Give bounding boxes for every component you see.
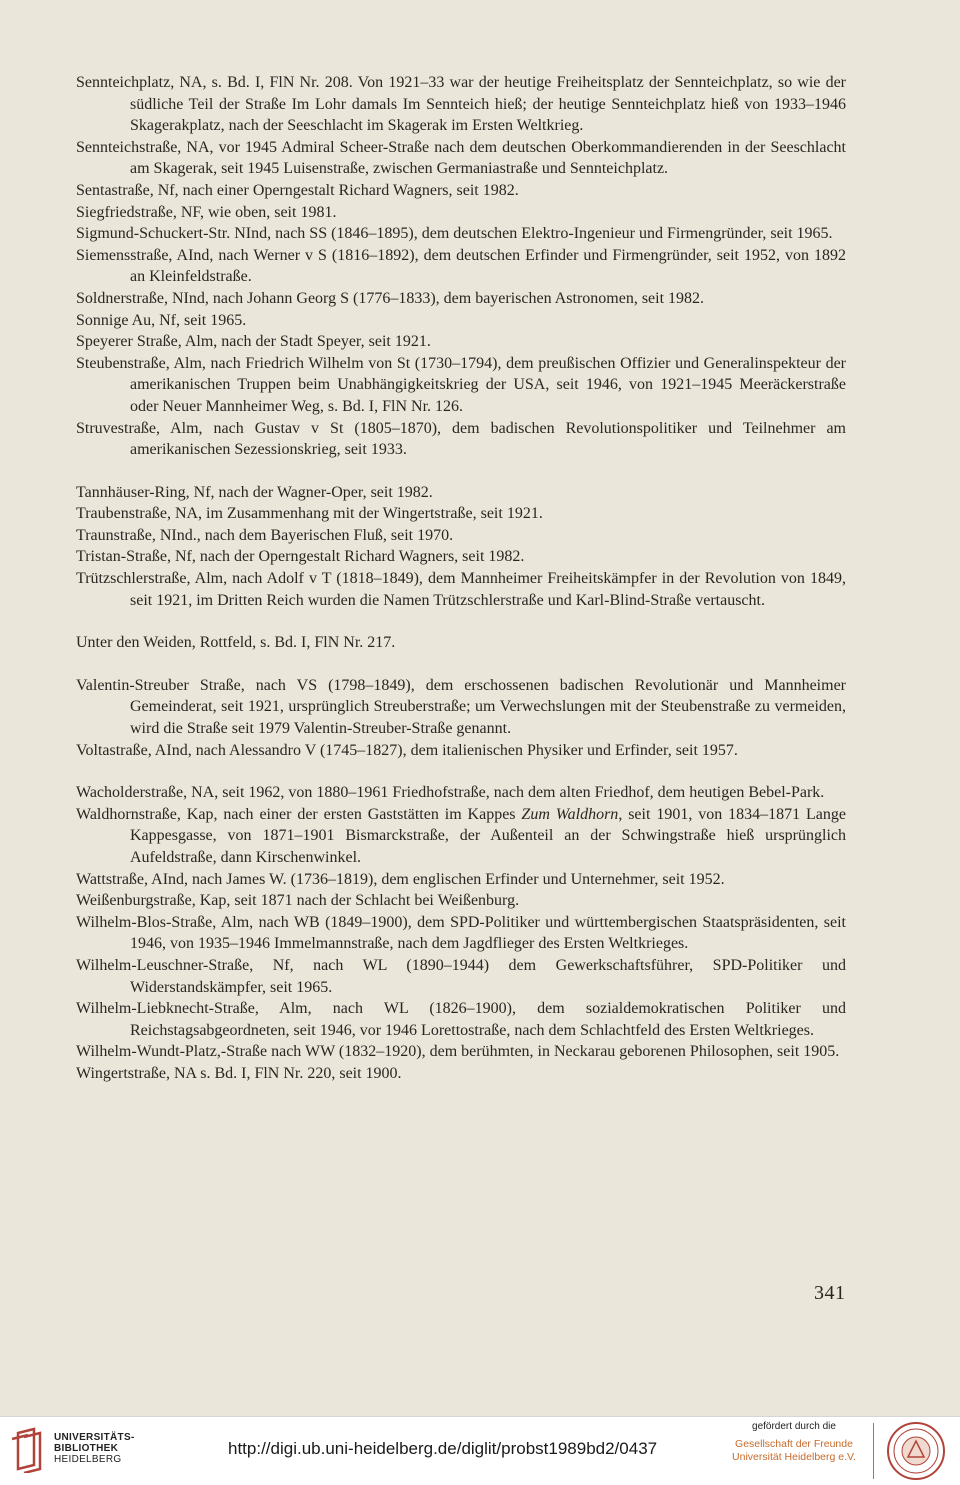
entry: Wilhelm-Leuschner-Straße, Nf, nach WL (1890–1944) dem Gewerkschaftsführer, SPD-Politiker und Widerstandskämpfer, seit 1965. xyxy=(76,956,846,996)
entry: Struvestraße, Alm, nach Gustav v St (1805–1870), dem badischen Revolutionspolitiker und Teilnehmer am amerikanischen Sezessionskrieg, seit 1933. xyxy=(76,419,846,459)
entry: Sonnige Au, Nf, seit 1965. xyxy=(76,311,247,329)
sponsor-block xyxy=(724,1421,864,1464)
entry: Unter den Weiden, Rottfeld, s. Bd. I, FlN Nr. 217. xyxy=(76,634,396,652)
entry: Traunstraße, NInd., nach dem Bayerischen Fluß, seit 1970. xyxy=(76,526,454,544)
entry: Wattstraße, AInd, nach James W. (1736–1819), dem englischen Erfinder und Unternehmer, seit 1952. xyxy=(76,870,725,888)
entry: Siegfriedstraße, NF, wie oben, seit 1981. xyxy=(76,203,337,221)
entry: Wacholderstraße, NA, seit 1962, von 1880–1961 Friedhofstraße, nach dem alten Friedhof, dem heutigen Bebel-Park. xyxy=(76,784,825,802)
entry: Tannhäuser-Ring, Nf, nach der Wagner-Oper, seit 1982. xyxy=(76,483,433,501)
university-seal-icon xyxy=(886,1421,946,1481)
entry: Trützschlerstraße, Alm, nach Adolf v T (1818–1849), dem Mannheimer Freiheitskämpfer in der Revolution von 1849, seit 1921, im Dritten Reich wurden die Namen Trützschlerstraße und Karl-Blind-Straße vertauscht. xyxy=(76,570,846,609)
library-name xyxy=(54,1432,135,1465)
library-line: HEIDELBERG xyxy=(54,1454,122,1465)
entry: Voltastraße, AInd, nach Alessandro V (1745–1827), dem italienischen Physiker und Erfinder, seit 1957. xyxy=(76,741,738,759)
sponsor-org xyxy=(724,1438,864,1464)
entry: Steubenstraße, Alm, nach Friedrich Wilhelm von St (1730–1794), dem preußischen Offizier und Generalinspekteur der amerikanischen Truppen beim Unabhängigkeitskrieg der USA, seit 1946, von 1921–1945 Meeräckerstraße oder Neuer Mannheimer Weg, s. Bd. I, FlN Nr. 126. xyxy=(76,354,846,415)
viewer-footer xyxy=(0,1416,960,1485)
entry: Soldnerstraße, NInd, nach Johann Georg S (1776–1833), dem bayerischen Astronomen, seit 1982. xyxy=(76,289,705,307)
entry: Sennteichplatz, NA, s. Bd. I, FlN Nr. 208. Von 1921–33 war der heutige Freiheitsplatz der Sennteichplatz, so wie der südliche Teil der Straße Im Lohr damals Im Sennteich hieß; der heutige Sennteichplatz hieß von 1933–1946 Skagerakplatz, nach der Seeschlacht im Skagerak im Ersten Weltkrieg. xyxy=(76,74,846,135)
entry: Wingertstraße, NA s. Bd. I, FlN Nr. 220, seit 1900. xyxy=(76,1064,402,1082)
page-number: 341 xyxy=(814,1282,846,1304)
library-logo-icon xyxy=(10,1427,48,1473)
entry: Speyerer Straße, Alm, nach der Stadt Speyer, seit 1921. xyxy=(76,333,431,351)
entry: Wilhelm-Wundt-Platz,-Straße nach WW (1832–1920), dem berühmten, in Neckarau geborenen Philosophen, seit 1905. xyxy=(76,1043,840,1061)
entry: Wilhelm-Liebknecht-Straße, Alm, nach WL (1826–1900), dem sozialdemokratischen Politiker und Reichstagsabgeordneten, seit 1946, vor 1946 Lorettostraße, nach dem Schlachtfeld des Ersten Weltkrieges. xyxy=(76,1000,846,1039)
section-gap xyxy=(76,761,846,782)
sponsor-by: gefördert durch die xyxy=(752,1421,836,1432)
sponsor-org-line: Gesellschaft der Freunde xyxy=(735,1438,853,1450)
sponsor-org-line: Universität Heidelberg e.V. xyxy=(732,1451,856,1463)
section-gap xyxy=(76,611,846,632)
entry: Sentastraße, Nf, nach einer Operngestalt Richard Wagners, seit 1982. xyxy=(76,181,519,199)
entry: Sennteichstraße, NA, vor 1945 Admiral Scheer-Straße nach dem deutschen Oberkommandierenden in der Seeschlacht am Skagerak, seit 1945 Luisenstraße, zwischen Germaniastraße und Sennteichplatz. xyxy=(76,138,846,178)
inn-name: Zum Waldhorn xyxy=(521,805,619,823)
entry: Sigmund-Schuckert-Str. NInd, nach SS (1846–1895), dem deutschen Elektro-Ingenieur und Firmengründer, seit 1965. xyxy=(76,225,833,243)
entry: Valentin-Streuber Straße, nach VS (1798–1849), dem erschossenen badischen Revolutionär und Mannheimer Gemeinderat, seit 1921, ursprünglich Streuberstraße; um Verwechslungen mit der Steubenstraße zu vermeiden, wird die Straße seit 1979 Valentin-Streuber-Straße genannt. xyxy=(76,676,846,738)
permalink-url[interactable]: http://digi.ub.uni-heidelberg.de/diglit/probst1989bd2/0437 xyxy=(228,1439,658,1458)
entry-waldhorn: Waldhornstraße, Kap, nach einer der ersten Gaststätten im Kappes Zum Waldhorn, seit 1901, von 1834–1871 Lange Kappesgasse, von 1871–1901 Bismarckstraße, der Außenteil an der Schwingstraße hieß ursprünglich Aufeldstraße, dann Kirschenwinkel. xyxy=(76,805,846,866)
entry: Weißenburgstraße, Kap, seit 1871 nach der Schlacht bei Weißenburg. xyxy=(76,892,520,910)
entry-list xyxy=(76,72,846,1085)
library-line: BIBLIOTHEK xyxy=(54,1443,119,1454)
entry: Siemensstraße, AInd, nach Werner v S (1816–1892), dem deutschen Erfinder und Firmengründer, seit 1952, von 1892 an Kleinfeldstraße. xyxy=(76,246,846,286)
divider xyxy=(873,1423,874,1479)
section-gap xyxy=(76,461,846,482)
entry: Wilhelm-Blos-Straße, Alm, nach WB (1849–1900), dem SPD-Politiker und württembergischen Staatspräsidenten, seit 1946, von 1935–1946 Immelmannstraße, nach dem Jagdflieger des Ersten Weltkrieges. xyxy=(76,913,846,953)
entry: Traubenstraße, NA, im Zusammenhang mit der Wingertstraße, seit 1921. xyxy=(76,505,543,523)
library-line: UNIVERSITÄTS- xyxy=(54,1432,135,1443)
section-gap xyxy=(76,654,846,675)
entry: Tristan-Straße, Nf, nach der Operngestalt Richard Wagners, seit 1982. xyxy=(76,548,525,566)
